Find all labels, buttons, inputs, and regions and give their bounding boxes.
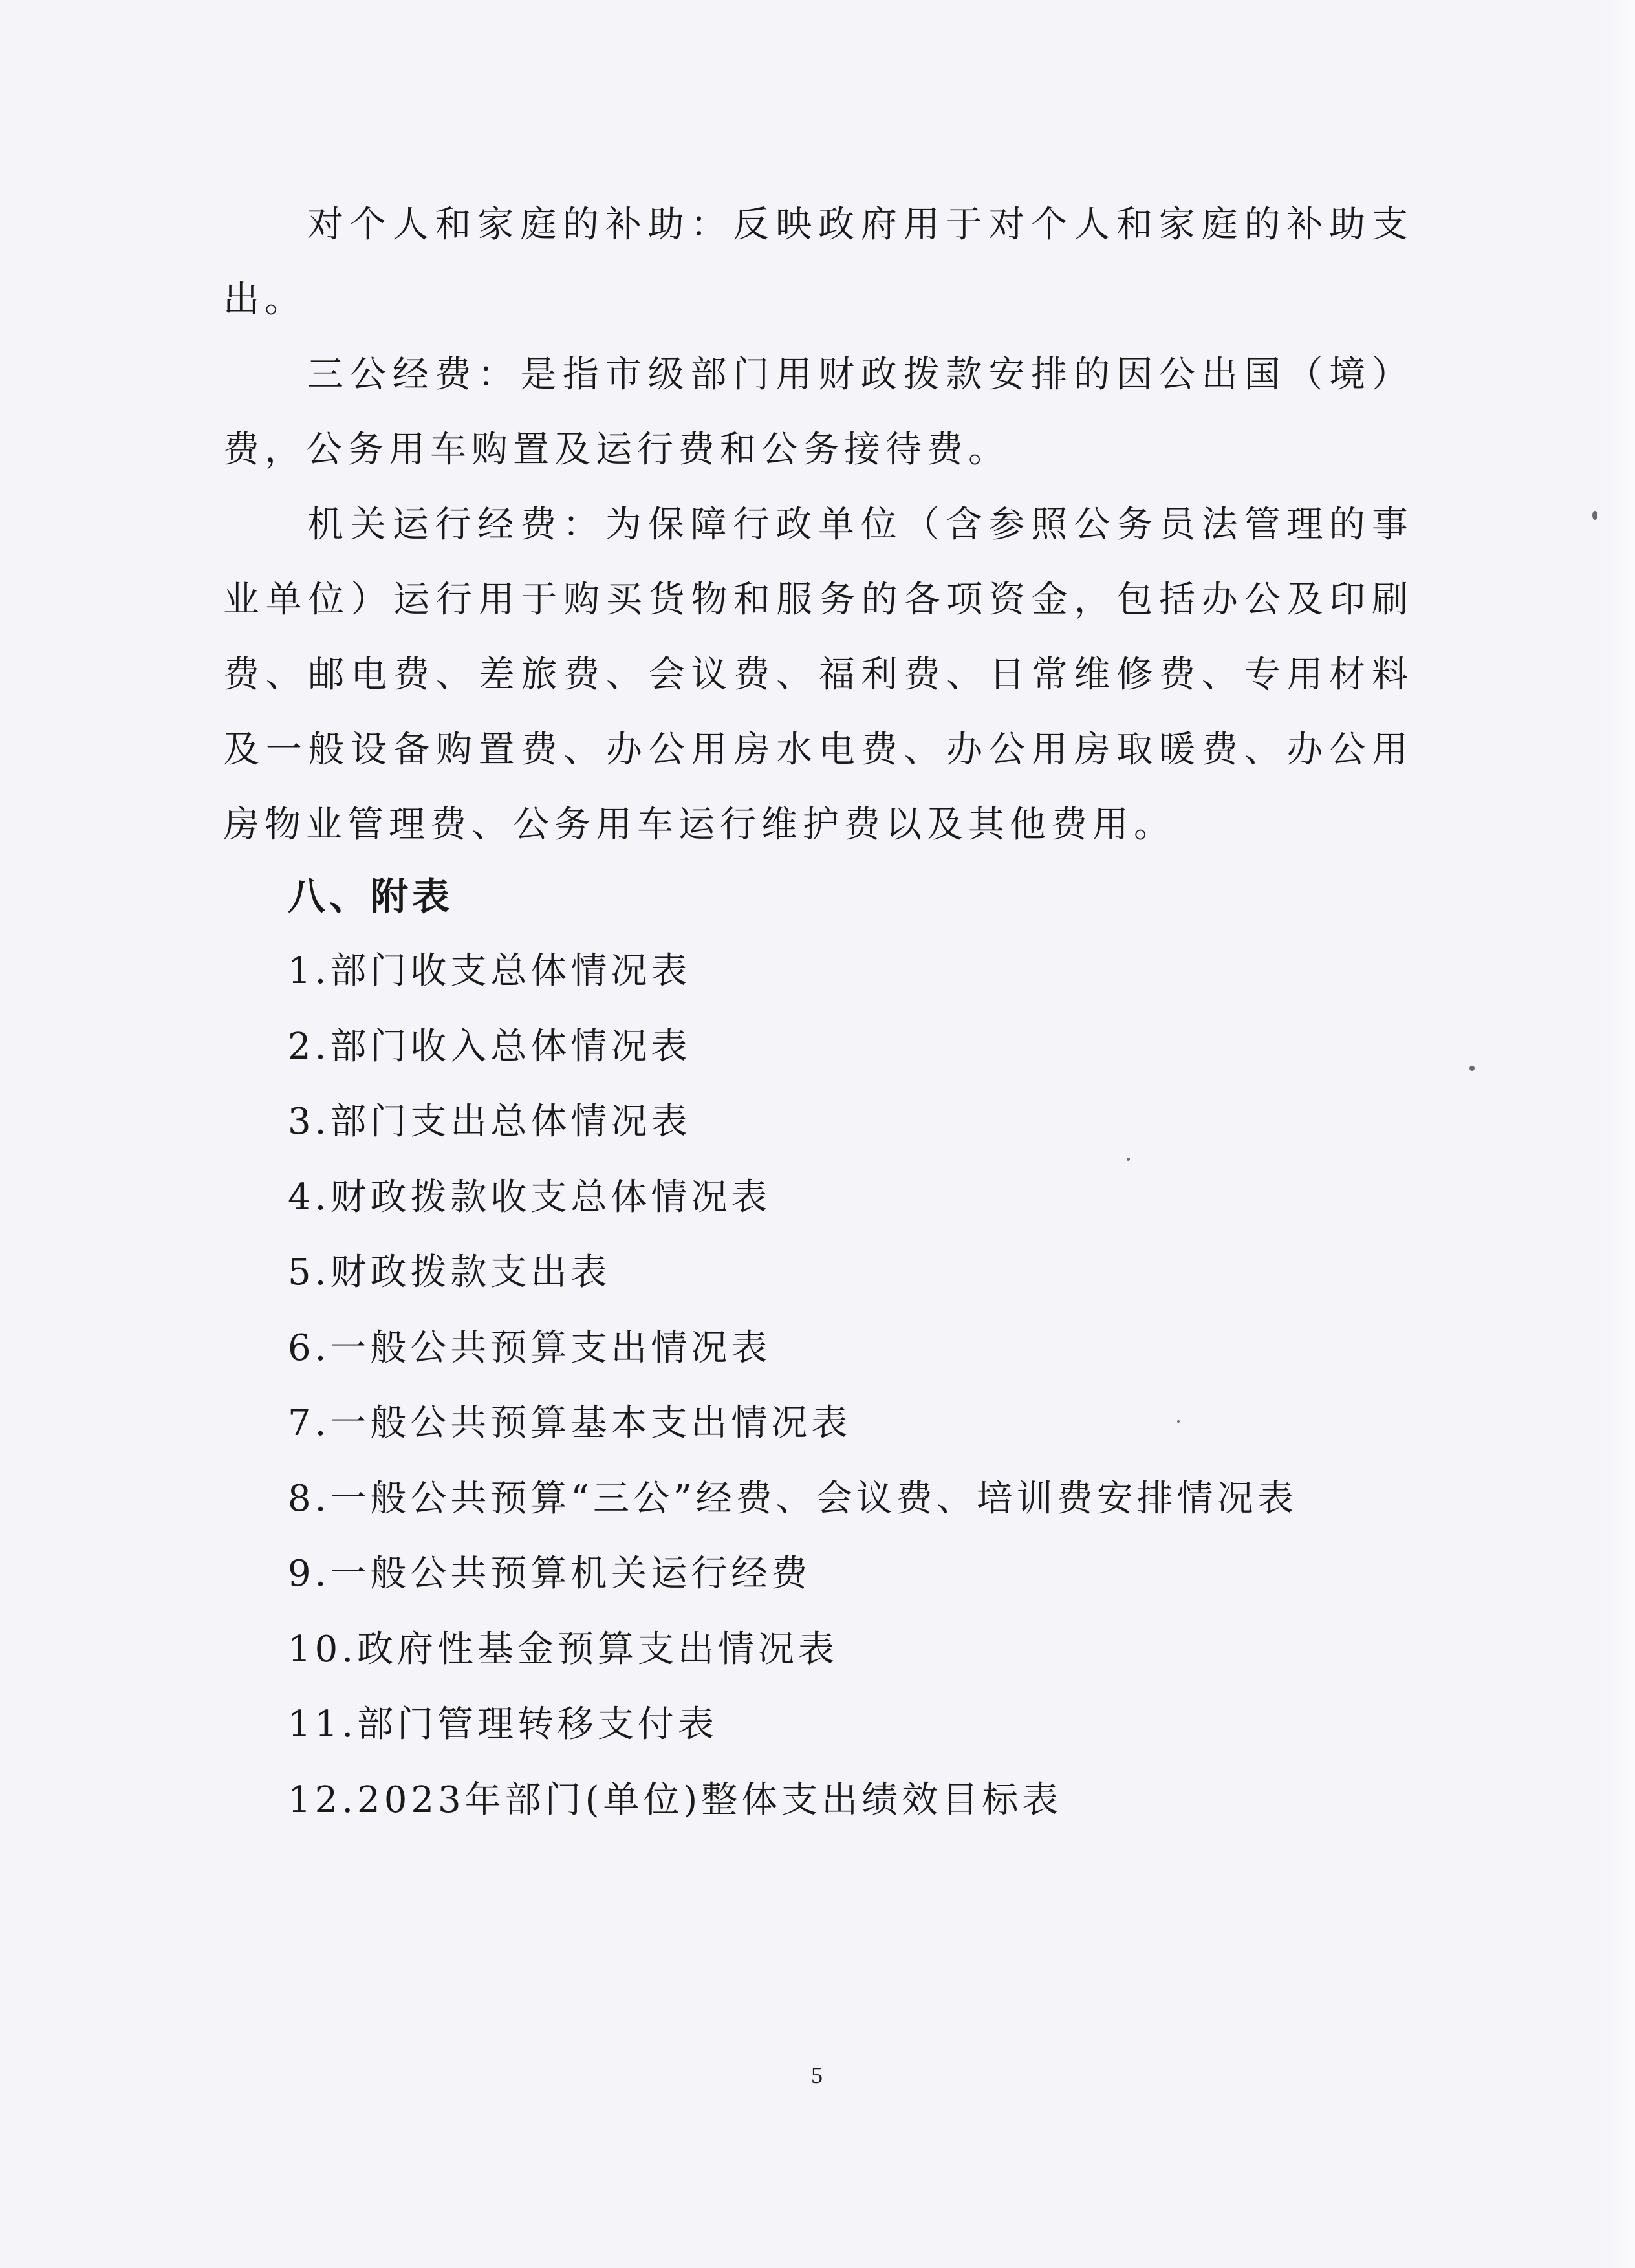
appendix-item: 9.一般公共预算机关运行经费: [288, 1553, 812, 1595]
appendix-item: 6.一般公共预算支出情况表: [288, 1326, 772, 1369]
paragraph-personal-subsidy: 对个人和家庭的补助：反映政府用于对个人和家庭的补助支出。: [223, 204, 1413, 321]
appendix-item: 8.一般公共预算“三公”经费、会议费、培训费安排情况表: [288, 1477, 1297, 1520]
scan-speck: [1592, 511, 1597, 520]
appendix-item: 2.部门收入总体情况表: [288, 1025, 691, 1068]
appendix-item: 1.部门收支总体情况表: [288, 950, 691, 992]
paragraph-three-public-expenses: 三公经费：是指市级部门用财政拨款安排的因公出国（境）费，公务用车购置及运行费和公务接待费。: [223, 354, 1413, 471]
scan-speck: [1177, 1420, 1180, 1423]
appendix-list: [288, 934, 1297, 1838]
appendix-item: 5.财政拨款支出表: [288, 1251, 611, 1293]
page-number: 5: [811, 2062, 823, 2088]
appendix-item: 10.政府性基金预算支出情况表: [288, 1628, 839, 1670]
appendix-item: 4.财政拨款收支总体情况表: [288, 1176, 772, 1218]
scan-edge: [1596, 0, 1635, 2268]
appendix-item: 3.部门支出总体情况表: [288, 1101, 691, 1143]
paragraph-operating-expenses: 机关运行经费：为保障行政单位（含参照公务员法管理的事业单位）运行用于购买货物和服务的各项资金，包括办公及印刷费、邮电费、差旅费、会议费、福利费、日常维修费、专用材料及一般设备购置费、办公用房水电费、办公用房取暖费、办公用房物业管理费、公务用车运行维护费以及其他费用。: [223, 504, 1413, 846]
appendix-heading: 八、附表: [288, 874, 454, 918]
scan-speck: [1469, 1066, 1475, 1071]
appendix-item: 11.部门管理转移支付表: [288, 1703, 719, 1745]
scan-speck: [1127, 1158, 1130, 1161]
appendix-item: 12.2023年部门(单位)整体支出绩效目标表: [288, 1778, 1063, 1821]
appendix-item: 7.一般公共预算基本支出情况表: [288, 1402, 852, 1444]
